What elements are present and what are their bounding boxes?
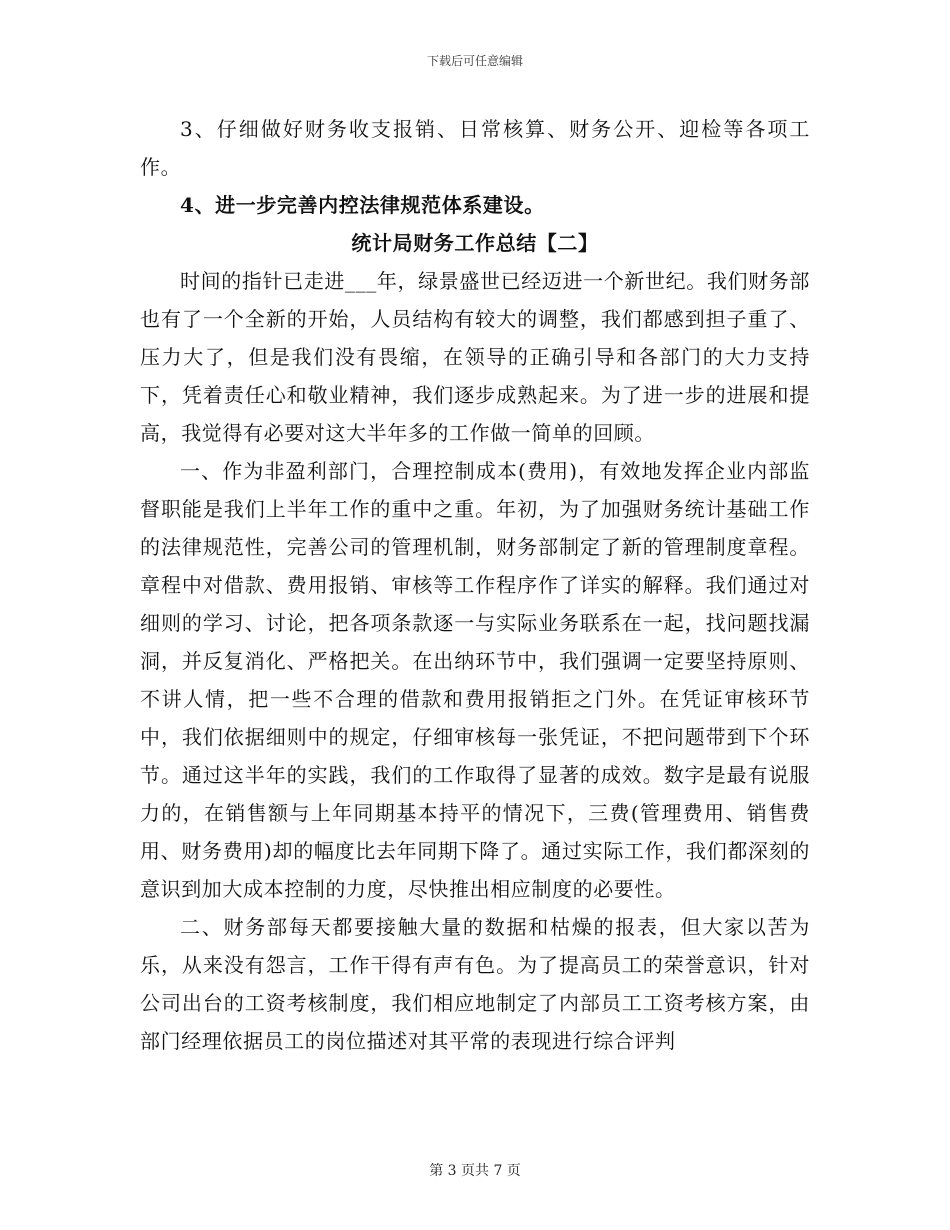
list-item-3: 3、仔细做好财务收支报销、日常核算、财务公开、迎检等各项工作。 [140,117,810,179]
paragraph-intro: 时间的指针已走进___年，绿景盛世已经迈进一个新世纪。我们财务部也有了一个全新的开始，人员结构有较大的调整，我们都感到担子重了、压力大了，但是我们没有畏缩，在领导的正确引导和各部门的大力支持下，凭着责任心和敬业精神，我们逐步成熟起来。为了进一步的进展和提高，我觉得有必要对这大半年多的工作做一简单的回顾。 [140,269,810,445]
document-body [140,110,810,1060]
list-item-4: 4、进一步完善内控法律规范体系建设。 [180,193,545,217]
paragraph-two: 二、财务部每天都要接触大量的数据和枯燥的报表，但大家以苦为乐，从来没有怨言，工作干得有声有色。为了提高员工的荣誉意识，针对公司出台的工资考核制度，我们相应地制定了内部员工工资考核方案，由部门经理依据员工的岗位描述对其平常的表现进行综合评判 [140,915,810,1053]
section-title: 统计局财务工作总结【二】 [351,231,599,255]
paragraph-one: 一、作为非盈利部门，合理控制成本(费用)，有效地发挥企业内部监督职能是我们上半年工作的重中之重。年初，为了加强财务统计基础工作的法律规范性，完善公司的管理机制，财务部制定了新的管理制度章程。章程中对借款、费用报销、审核等工作程序作了详实的解释。我们通过对细则的学习、讨论，把各项条款逐一与实际业务联系在一起，找问题找漏洞，并反复消化、严格把关。在出纳环节中，我们强调一定要坚持原则、不讲人情，把一些不合理的借款和费用报销拒之门外。在凭证审核环节中，我们依据细则中的规定，仔细审核每一张凭证，不把问题带到下个环节。通过这半年的实践，我们的工作取得了显著的成效。数字是最有说服力的，在销售额与上年同期基本持平的情况下，三费(管理费用、销售费用、财务费用)却的幅度比去年同期下降了。通过实际工作，我们都深刻的意识到加大成本控制的力度，尽快推出相应制度的必要性。 [140,459,810,901]
page-footer: 第 3 页共 7 页 [429,1163,521,1179]
page-header: 下载后可任意编辑 [426,54,523,68]
